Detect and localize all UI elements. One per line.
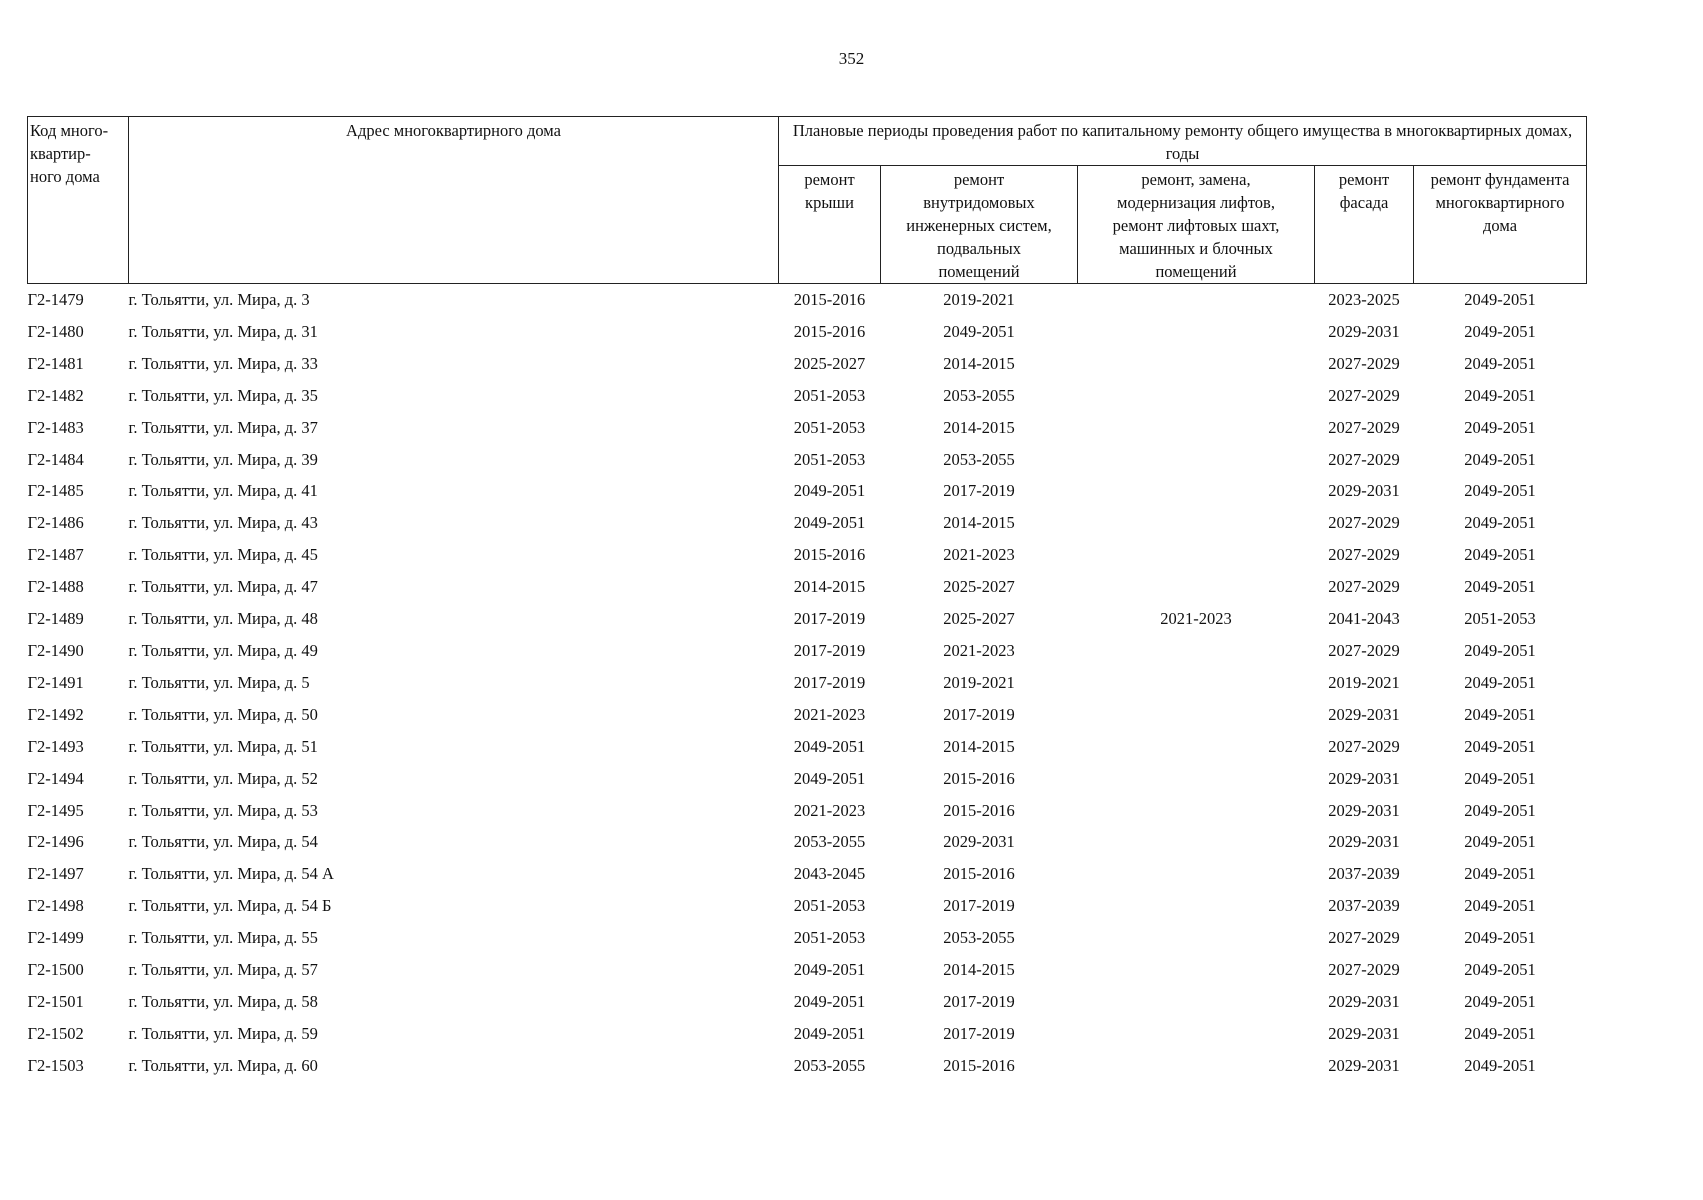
cell-elevators (1078, 507, 1315, 539)
cell-roof: 2053-2055 (793, 1055, 866, 1075)
cell-facade: 2023-2025 (1328, 290, 1400, 309)
cell-foundation: 2049-2051 (1464, 417, 1536, 437)
cell-facade: 2027-2029 (1328, 417, 1400, 437)
table-row (28, 986, 1587, 1018)
cell-elevators (1078, 380, 1315, 412)
cell-engineering: 2021-2023 (943, 545, 1015, 565)
table-row (28, 316, 1587, 348)
cell-elevators (1078, 858, 1315, 890)
cell-code: Г2-1487 (27, 545, 84, 565)
cell-address: г. Тольятти, ул. Мира, д. 52 (128, 768, 318, 788)
cell-elevators (1078, 539, 1315, 571)
cell-foundation: 2049-2051 (1464, 449, 1536, 469)
cell-elevators (1078, 348, 1315, 380)
table-row (28, 954, 1587, 986)
repair-schedule-table (27, 116, 1587, 1082)
cell-facade: 2027-2029 (1328, 928, 1400, 948)
cell-foundation: 2049-2051 (1464, 864, 1536, 884)
cell-address: г. Тольятти, ул. Мира, д. 53 (128, 800, 318, 820)
header-code (28, 117, 129, 284)
header-roof (779, 166, 881, 284)
table-row (28, 412, 1587, 444)
cell-foundation: 2049-2051 (1464, 481, 1536, 501)
cell-engineering: 2015-2016 (943, 800, 1015, 820)
cell-facade: 2029-2031 (1328, 321, 1400, 341)
cell-code: Г2-1479 (27, 290, 84, 309)
cell-code: Г2-1486 (27, 513, 84, 533)
cell-engineering: 2017-2019 (943, 704, 1015, 724)
cell-facade: 2029-2031 (1328, 704, 1400, 724)
cell-foundation: 2051-2053 (1464, 609, 1536, 629)
cell-facade: 2027-2029 (1328, 449, 1400, 469)
cell-address: г. Тольятти, ул. Мира, д. 37 (128, 417, 318, 437)
cell-roof: 2025-2027 (793, 353, 866, 373)
header-address-text: Адрес многоквартирного дома (346, 121, 561, 140)
cell-facade: 2041-2043 (1328, 609, 1400, 629)
table-row (28, 795, 1587, 827)
cell-roof: 2049-2051 (793, 991, 866, 1011)
header-engineering-text: ремонт внутридомовых инженерных систем, подвальных помещений (906, 170, 1052, 281)
cell-elevators (1078, 571, 1315, 603)
cell-address: г. Тольятти, ул. Мира, д. 50 (128, 704, 318, 724)
cell-address: г. Тольятти, ул. Мира, д. 47 (128, 577, 318, 597)
cell-code: Г2-1495 (27, 800, 84, 820)
cell-facade: 2037-2039 (1328, 864, 1400, 884)
cell-engineering: 2029-2031 (943, 832, 1015, 852)
cell-roof: 2053-2055 (793, 832, 866, 852)
cell-foundation: 2049-2051 (1464, 545, 1536, 565)
cell-foundation: 2049-2051 (1464, 960, 1536, 980)
cell-roof: 2014-2015 (793, 577, 866, 597)
cell-address: г. Тольятти, ул. Мира, д. 43 (128, 513, 318, 533)
cell-facade: 2029-2031 (1328, 1055, 1400, 1075)
cell-engineering: 2017-2019 (943, 481, 1015, 501)
cell-elevators (1078, 795, 1315, 827)
cell-foundation: 2049-2051 (1464, 896, 1536, 916)
cell-code: Г2-1500 (27, 960, 84, 980)
cell-engineering: 2014-2015 (943, 736, 1015, 756)
cell-elevators (1078, 316, 1315, 348)
header-facade-text: ремонт фасада (1338, 170, 1390, 212)
cell-elevators (1078, 763, 1315, 795)
cell-elevators (1078, 412, 1315, 444)
header-engineering (881, 166, 1078, 284)
cell-foundation: 2049-2051 (1464, 800, 1536, 820)
cell-roof: 2051-2053 (793, 449, 866, 469)
header-elevators-text: ремонт, замена, модернизация лифтов, ремонт лифтовых шахт, машинных и блочных помещений (1112, 170, 1280, 281)
header-roof-text: ремонт крыши (804, 170, 855, 212)
cell-foundation: 2049-2051 (1464, 768, 1536, 788)
cell-roof: 2051-2053 (793, 928, 866, 948)
table-row (28, 539, 1587, 571)
table-row (28, 635, 1587, 667)
cell-roof: 2017-2019 (793, 640, 866, 660)
table-row (28, 348, 1587, 380)
table-row (28, 922, 1587, 954)
table-row (28, 858, 1587, 890)
cell-elevators (1078, 890, 1315, 922)
cell-code: Г2-1502 (27, 1023, 84, 1043)
cell-elevators (1078, 699, 1315, 731)
cell-roof: 2017-2019 (793, 609, 866, 629)
cell-facade: 2029-2031 (1328, 768, 1400, 788)
cell-address: г. Тольятти, ул. Мира, д. 39 (128, 449, 318, 469)
cell-code: Г2-1496 (27, 832, 84, 852)
cell-roof: 2017-2019 (793, 672, 866, 692)
cell-facade: 2029-2031 (1328, 481, 1400, 501)
table-row (28, 667, 1587, 699)
cell-elevators (1078, 954, 1315, 986)
cell-facade: 2029-2031 (1328, 800, 1400, 820)
cell-roof: 2049-2051 (793, 736, 866, 756)
cell-facade: 2027-2029 (1328, 353, 1400, 373)
table-row (28, 1050, 1587, 1082)
cell-roof: 2015-2016 (793, 321, 866, 341)
table-row (28, 826, 1587, 858)
cell-address: г. Тольятти, ул. Мира, д. 54 А (128, 864, 334, 884)
cell-roof: 2015-2016 (793, 290, 866, 309)
table-row (28, 380, 1587, 412)
cell-code: Г2-1503 (27, 1055, 84, 1075)
table-row (28, 284, 1587, 316)
table-body (28, 284, 1587, 1082)
header-foundation-text: ремонт фундамента многоквартирного дома (1430, 170, 1570, 235)
cell-engineering: 2053-2055 (943, 928, 1015, 948)
table-row (28, 1018, 1587, 1050)
cell-foundation: 2049-2051 (1464, 353, 1536, 373)
cell-code: Г2-1497 (27, 864, 84, 884)
cell-facade: 2029-2031 (1328, 1023, 1400, 1043)
cell-facade: 2027-2029 (1328, 385, 1400, 405)
cell-elevators (1078, 284, 1315, 316)
table-row (28, 571, 1587, 603)
cell-foundation: 2049-2051 (1464, 1023, 1536, 1043)
cell-address: г. Тольятти, ул. Мира, д. 45 (128, 545, 318, 565)
cell-foundation: 2049-2051 (1464, 672, 1536, 692)
cell-facade: 2027-2029 (1328, 545, 1400, 565)
cell-elevators: 2021-2023 (1160, 609, 1232, 629)
header-code-text: Код много- квартир- ного дома (30, 121, 109, 186)
cell-roof: 2051-2053 (793, 385, 866, 405)
cell-code: Г2-1482 (27, 385, 84, 405)
cell-code: Г2-1483 (27, 417, 84, 437)
cell-address: г. Тольятти, ул. Мира, д. 48 (128, 609, 318, 629)
cell-roof: 2049-2051 (793, 481, 866, 501)
cell-roof: 2051-2053 (793, 417, 866, 437)
cell-foundation: 2049-2051 (1464, 928, 1536, 948)
cell-address: г. Тольятти, ул. Мира, д. 60 (128, 1055, 318, 1075)
cell-facade: 2027-2029 (1328, 513, 1400, 533)
cell-roof: 2049-2051 (793, 1023, 866, 1043)
table-row (28, 699, 1587, 731)
cell-address: г. Тольятти, ул. Мира, д. 41 (128, 481, 318, 501)
header-periods-text: Плановые периоды проведения работ по капитальному ремонту общего имущества в многоквартирных домах, годы (792, 121, 1573, 163)
cell-engineering: 2025-2027 (943, 577, 1015, 597)
cell-engineering: 2017-2019 (943, 1023, 1015, 1043)
cell-foundation: 2049-2051 (1464, 704, 1536, 724)
cell-foundation: 2049-2051 (1464, 321, 1536, 341)
cell-address: г. Тольятти, ул. Мира, д. 35 (128, 385, 318, 405)
cell-code: Г2-1481 (27, 353, 84, 373)
cell-elevators (1078, 826, 1315, 858)
cell-address: г. Тольятти, ул. Мира, д. 55 (128, 928, 318, 948)
cell-roof: 2049-2051 (793, 960, 866, 980)
header-periods-group (779, 117, 1587, 166)
table-row (28, 507, 1587, 539)
cell-foundation: 2049-2051 (1464, 290, 1536, 309)
cell-engineering: 2019-2021 (943, 290, 1015, 309)
cell-elevators (1078, 475, 1315, 507)
cell-facade: 2037-2039 (1328, 896, 1400, 916)
cell-code: Г2-1499 (27, 928, 84, 948)
cell-engineering: 2053-2055 (943, 449, 1015, 469)
cell-roof: 2021-2023 (793, 704, 866, 724)
cell-facade: 2027-2029 (1328, 736, 1400, 756)
cell-elevators (1078, 1050, 1315, 1082)
cell-elevators (1078, 444, 1315, 476)
table-row (28, 890, 1587, 922)
cell-roof: 2049-2051 (793, 768, 866, 788)
cell-address: г. Тольятти, ул. Мира, д. 49 (128, 640, 318, 660)
cell-address: г. Тольятти, ул. Мира, д. 59 (128, 1023, 318, 1043)
cell-facade: 2029-2031 (1328, 991, 1400, 1011)
table-header (28, 117, 1587, 284)
header-address (129, 117, 779, 284)
cell-foundation: 2049-2051 (1464, 991, 1536, 1011)
cell-engineering: 2017-2019 (943, 991, 1015, 1011)
page-number: 352 (838, 49, 865, 68)
cell-elevators (1078, 986, 1315, 1018)
cell-code: Г2-1494 (27, 768, 84, 788)
header-foundation (1414, 166, 1587, 284)
cell-code: Г2-1484 (27, 449, 84, 469)
cell-facade: 2027-2029 (1328, 960, 1400, 980)
cell-address: г. Тольятти, ул. Мира, д. 58 (128, 991, 318, 1011)
table-row (28, 731, 1587, 763)
cell-engineering: 2053-2055 (943, 385, 1015, 405)
cell-address: г. Тольятти, ул. Мира, д. 3 (128, 290, 310, 309)
cell-address: г. Тольятти, ул. Мира, д. 57 (128, 960, 318, 980)
cell-roof: 2051-2053 (793, 896, 866, 916)
cell-foundation: 2049-2051 (1464, 640, 1536, 660)
cell-engineering: 2025-2027 (943, 609, 1015, 629)
cell-code: Г2-1480 (27, 321, 84, 341)
cell-roof: 2049-2051 (793, 513, 866, 533)
cell-engineering: 2014-2015 (943, 960, 1015, 980)
cell-roof: 2043-2045 (793, 864, 866, 884)
cell-code: Г2-1492 (27, 704, 84, 724)
cell-engineering: 2014-2015 (943, 353, 1015, 373)
cell-address: г. Тольятти, ул. Мира, д. 51 (128, 736, 318, 756)
cell-facade: 2027-2029 (1328, 577, 1400, 597)
cell-elevators (1078, 922, 1315, 954)
cell-facade: 2019-2021 (1328, 672, 1400, 692)
cell-engineering: 2015-2016 (943, 1055, 1015, 1075)
cell-facade: 2027-2029 (1328, 640, 1400, 660)
cell-address: г. Тольятти, ул. Мира, д. 54 Б (128, 896, 332, 916)
cell-elevators (1078, 731, 1315, 763)
table-row (28, 603, 1587, 635)
header-elevators (1078, 166, 1315, 284)
cell-code: Г2-1485 (27, 481, 84, 501)
table-row (28, 444, 1587, 476)
cell-elevators (1078, 667, 1315, 699)
cell-code: Г2-1498 (27, 896, 84, 916)
cell-foundation: 2049-2051 (1464, 385, 1536, 405)
cell-engineering: 2019-2021 (943, 672, 1015, 692)
cell-address: г. Тольятти, ул. Мира, д. 54 (128, 832, 318, 852)
cell-roof: 2021-2023 (793, 800, 866, 820)
table-row (28, 763, 1587, 795)
cell-elevators (1078, 635, 1315, 667)
cell-facade: 2029-2031 (1328, 832, 1400, 852)
cell-code: Г2-1490 (27, 640, 84, 660)
cell-engineering: 2017-2019 (943, 896, 1015, 916)
cell-code: Г2-1488 (27, 577, 84, 597)
header-facade (1315, 166, 1414, 284)
cell-foundation: 2049-2051 (1464, 736, 1536, 756)
cell-code: Г2-1493 (27, 736, 84, 756)
cell-foundation: 2049-2051 (1464, 1055, 1536, 1075)
cell-engineering: 2049-2051 (943, 321, 1015, 341)
cell-address: г. Тольятти, ул. Мира, д. 5 (128, 672, 310, 692)
cell-engineering: 2014-2015 (943, 417, 1015, 437)
cell-engineering: 2014-2015 (943, 513, 1015, 533)
table-row (28, 475, 1587, 507)
cell-engineering: 2015-2016 (943, 864, 1015, 884)
cell-foundation: 2049-2051 (1464, 832, 1536, 852)
cell-code: Г2-1489 (27, 609, 84, 629)
cell-code: Г2-1501 (27, 991, 84, 1011)
cell-foundation: 2049-2051 (1464, 577, 1536, 597)
cell-engineering: 2021-2023 (943, 640, 1015, 660)
cell-elevators (1078, 1018, 1315, 1050)
cell-roof: 2015-2016 (793, 545, 866, 565)
cell-engineering: 2015-2016 (943, 768, 1015, 788)
cell-address: г. Тольятти, ул. Мира, д. 33 (128, 353, 318, 373)
cell-code: Г2-1491 (27, 672, 84, 692)
cell-address: г. Тольятти, ул. Мира, д. 31 (128, 321, 318, 341)
cell-foundation: 2049-2051 (1464, 513, 1536, 533)
